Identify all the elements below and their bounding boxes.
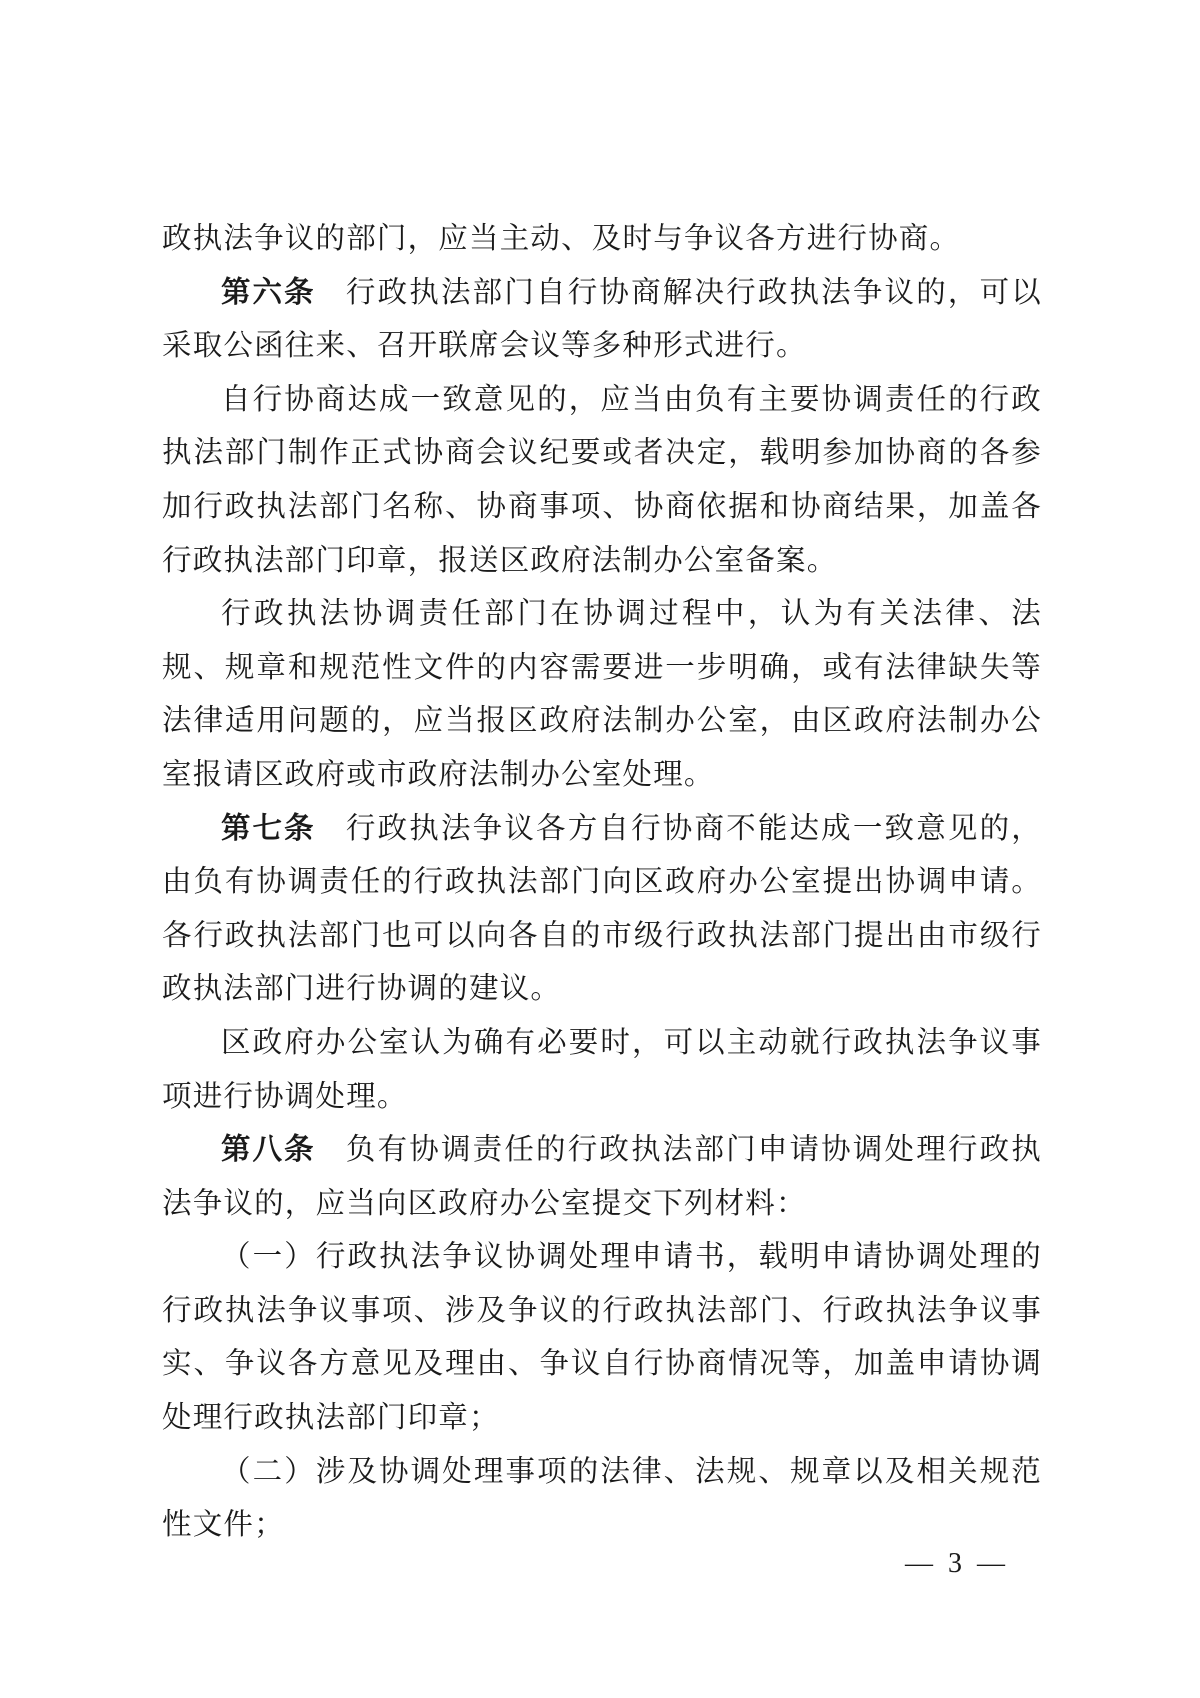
paragraph [162, 1016, 1042, 1123]
article-6 [162, 266, 1042, 373]
paragraph-continuation [162, 212, 1042, 266]
paragraph [162, 373, 1042, 587]
paragraph-text: 政执法争议的部门，应当主动、及时与争议各方进行协商。 [162, 221, 961, 255]
paragraph-text: 负有协调责任的行政执法部门申请协调处理行政执法争议的，应当向区政府办公室提交下列材料： [162, 1132, 1042, 1220]
article-8 [162, 1123, 1042, 1230]
paragraph-text: （二）涉及协调处理事项的法律、法规、规章以及相关规范性文件； [162, 1453, 1042, 1542]
article-number: 第七条 [221, 810, 316, 845]
article-7 [162, 802, 1042, 1016]
document-body [162, 212, 1042, 1552]
paragraph-text: 行政执法争议各方自行协商不能达成一致意见的，由负有协调责任的行政执法部门向区政府办公室提出协调申请。各行政执法部门也可以向各自的市级行政执法部门提出由市级行政执法部门进行协调的建议。 [162, 810, 1042, 1006]
paragraph [162, 587, 1042, 801]
paragraph-text: 区政府办公室认为确有必要时，可以主动就行政执法争议事项进行协调处理。 [162, 1024, 1042, 1113]
paragraph-text: 行政执法部门自行协商解决行政执法争议的，可以采取公函往来、召开联席会议等多种形式进行。 [162, 274, 1042, 363]
list-item [162, 1230, 1042, 1444]
paragraph-text: （一）行政执法争议协调处理申请书，载明申请协调处理的行政执法争议事项、涉及争议的行政执法部门、行政执法争议事实、争议各方意见及理由、争议自行协商情况等，加盖申请协调处理行政执法部门印章； [162, 1239, 1042, 1435]
paragraph-text: 行政执法协调责任部门在协调过程中，认为有关法律、法规、规章和规范性文件的内容需要进一步明确，或有法律缺失等法律适用问题的，应当报区政府法制办公室，由区政府法制办公室报请区政府或市政府法制办公室处理。 [162, 596, 1042, 791]
article-number: 第八条 [221, 1132, 316, 1167]
list-item [162, 1445, 1042, 1552]
article-number: 第六条 [221, 274, 316, 309]
page-number: — 3 — [905, 1548, 1009, 1579]
paragraph-text: 自行协商达成一致意见的，应当由负有主要协调责任的行政执法部门制作正式协商会议纪要或者决定，载明参加协商的各参加行政执法部门名称、协商事项、协商依据和协商结果，加盖各行政执法部门印章，报送区政府法制办公室备案。 [162, 381, 1042, 577]
